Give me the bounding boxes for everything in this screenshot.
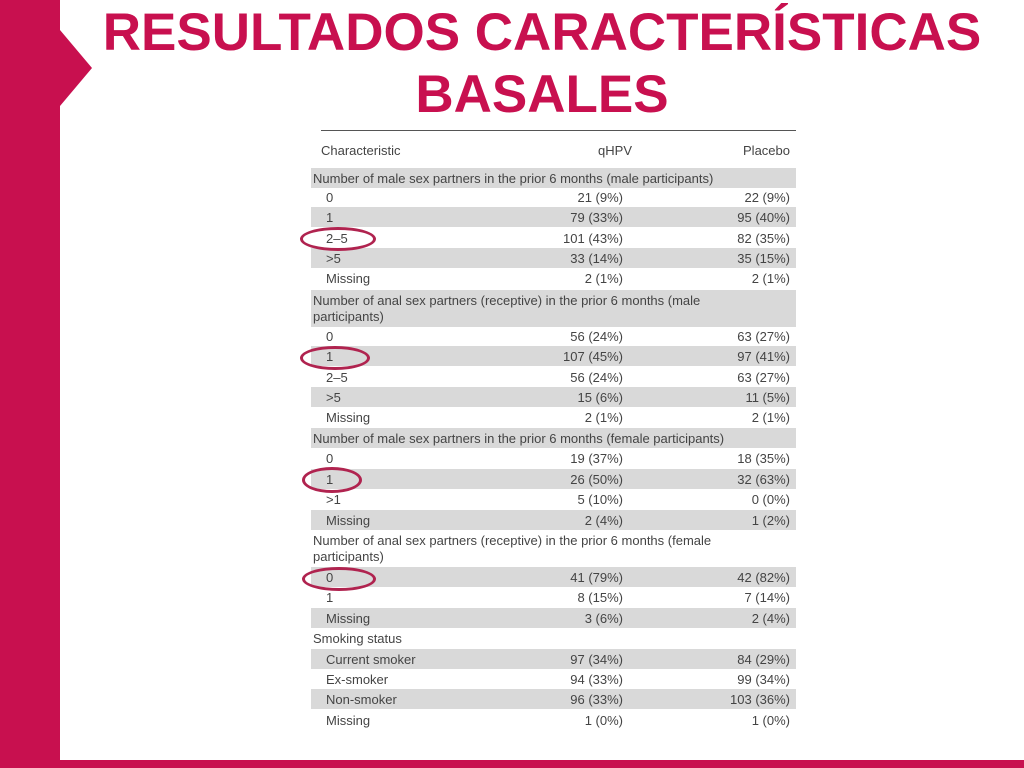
table-row [311,608,796,628]
highlight-circle-male-2-5 [300,227,376,251]
row-label: >1 [326,492,341,507]
table-row [311,587,796,607]
cell-qhpv: 3 (6%) [584,611,623,626]
section-label: Number of male sex partners in the prior 6 months (male participants) [313,171,714,186]
header-qhpv: qHPV [598,143,632,158]
cell-qhpv: 41 (79%) [570,570,623,585]
cell-placebo: 95 (40%) [737,210,790,225]
cell-qhpv: 33 (14%) [570,251,623,266]
header-placebo: Placebo [743,143,790,158]
row-label: Missing [326,513,371,528]
cell-placebo: 2 (1%) [751,271,790,286]
row-label: 2–5 [326,370,348,385]
cell-qhpv: 2 (1%) [584,271,623,286]
row-label: Current smoker [326,652,416,667]
table-row [311,669,796,689]
table-top-rule [321,130,796,131]
row-label: Missing [326,713,371,728]
bottom-accent-bar [0,760,1024,768]
cell-placebo: 7 (14%) [744,590,790,605]
cell-qhpv: 101 (43%) [563,231,623,246]
cell-qhpv: 15 (6%) [577,390,623,405]
slide-title [60,0,1024,126]
row-label: Non-smoker [326,692,397,707]
table-row [311,710,796,730]
row-label: 0 [326,329,334,344]
table-row [311,187,796,207]
row-label: 1 [326,472,334,487]
table-row [311,207,796,227]
table-row [311,649,796,669]
row-label: 1 [326,210,334,225]
table-row [311,248,796,268]
cell-placebo: 84 (29%) [737,652,790,667]
cell-qhpv: 5 (10%) [577,492,623,507]
cell-placebo: 18 (35%) [737,451,790,466]
section-label: Smoking status [313,631,402,646]
section-label: Number of anal sex partners (receptive) in the prior 6 months (male participants) [313,293,701,324]
cell-qhpv: 79 (33%) [570,210,623,225]
highlight-circle-male-anal-1 [300,346,370,370]
cell-placebo: 22 (9%) [744,190,790,205]
row-label: 0 [326,190,334,205]
table-section-row [311,428,796,448]
cell-qhpv: 96 (33%) [570,692,623,707]
cell-placebo: 42 (82%) [737,570,790,585]
cell-qhpv: 21 (9%) [577,190,623,205]
table-row [311,567,796,587]
cell-qhpv: 56 (24%) [570,370,623,385]
cell-placebo: 0 (0%) [751,492,790,507]
slide-title-line2: BASALES [415,65,669,124]
table-row [311,228,796,248]
row-label: Ex-smoker [326,672,389,687]
cell-qhpv: 2 (4%) [584,513,623,528]
table-section-row [311,628,796,648]
table-row [311,346,796,366]
cell-placebo: 35 (15%) [737,251,790,266]
row-label: >5 [326,251,341,266]
highlight-circle-female-1 [302,467,362,493]
cell-placebo: 2 (1%) [751,410,790,425]
cell-placebo: 97 (41%) [737,349,790,364]
cell-placebo: 99 (34%) [737,672,790,687]
row-label: Missing [326,611,371,626]
table-header-row [311,140,796,160]
cell-qhpv: 97 (34%) [570,652,623,667]
cell-qhpv: 1 (0%) [584,713,623,728]
cell-placebo: 103 (36%) [730,692,790,707]
table-section-row [311,168,796,188]
cell-placebo: 1 (2%) [751,513,790,528]
table-row [311,268,796,288]
cell-placebo: 82 (35%) [737,231,790,246]
table-row [311,489,796,509]
table-row [311,448,796,468]
table-row [311,367,796,387]
row-label: 2–5 [326,231,348,246]
cell-placebo: 32 (63%) [737,472,790,487]
cell-qhpv: 19 (37%) [570,451,623,466]
row-label: 0 [326,570,334,585]
cell-placebo: 63 (27%) [737,370,790,385]
row-label: Missing [326,271,371,286]
table-row [311,469,796,489]
cell-placebo: 2 (4%) [751,611,790,626]
cell-placebo: 63 (27%) [737,329,790,344]
cell-qhpv: 94 (33%) [570,672,623,687]
row-label: 0 [326,451,334,466]
cell-placebo: 1 (0%) [751,713,790,728]
row-label: >5 [326,390,341,405]
header-characteristic: Characteristic [321,143,401,158]
row-label: 1 [326,590,334,605]
left-accent-bar [0,0,60,768]
table-row [311,510,796,530]
section-label: Number of anal sex partners (receptive) in the prior 6 months (female participants) [313,533,712,564]
row-label: 1 [326,349,334,364]
table-section-row [311,530,796,567]
table-row [311,689,796,709]
slide-title-line1: RESULTADOS CARACTERÍSTICAS [102,3,982,62]
table-row [311,326,796,346]
cell-qhpv: 56 (24%) [570,329,623,344]
cell-qhpv: 8 (15%) [577,590,623,605]
cell-placebo: 11 (5%) [745,390,790,405]
row-label: Missing [326,410,371,425]
cell-qhpv: 26 (50%) [570,472,623,487]
cell-qhpv: 2 (1%) [584,410,623,425]
table-section-row [311,290,796,327]
table-row [311,387,796,407]
cell-qhpv: 107 (45%) [563,349,623,364]
highlight-circle-female-anal-0 [302,567,376,591]
table-row [311,407,796,427]
section-label: Number of male sex partners in the prior 6 months (female participants) [313,431,725,446]
